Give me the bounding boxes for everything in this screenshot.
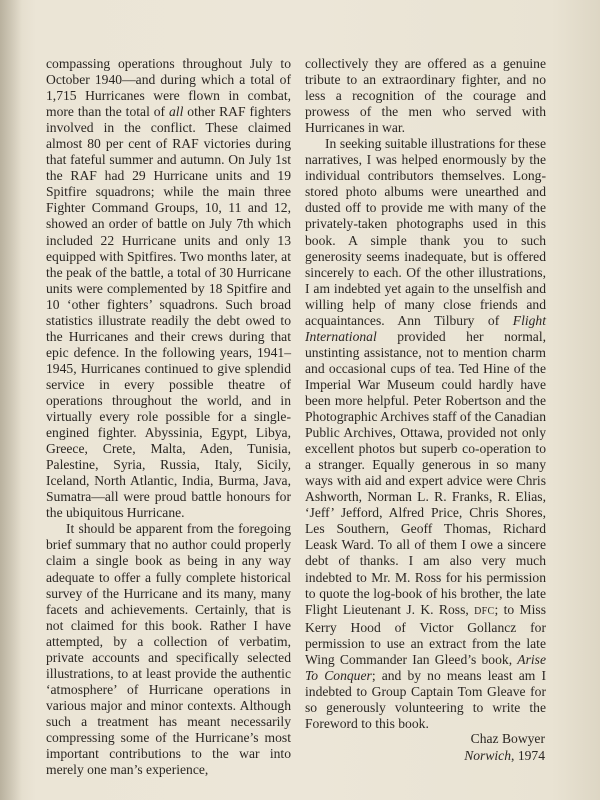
- right-paragraph-1: collectively they are offered as a genuine tribute to an extraordinary fighter, and no less a recognition of the courage and prowess of the men who served with Hurricanes in war.: [305, 56, 546, 136]
- right-paragraph-2: In seeking suitable illustrations for these narratives, I was helped enormously by the individual contributors themselves. Long-stored photo albums were unearthed and dusted off to provide me with many of the privately-taken photographs used in this book. A simple thank you to such generosity seems inadequate, but is offered sincerely to each. Of the other illustrations, I am indebted yet again to the unselfish and willing help of many close friends and acquaintances. Ann Tilbury of Flight International provided her normal, unstinting assistance, not to mention charm and occasional cups of tea. Ted Hine of the Imperial War Museum could hardly have been more helpful. Peter Robertson and the Photographic Archives staff of the Canadian Public Archives, Ottawa, provided not only excellent photos but superb co-operation to a stranger. Equally generous in so many ways with aid and expert advice were Chris Ashworth, Norman L. R. Franks, R. Elias, ‘Jeff’ Jefford, Alfred Price, Chris Shores, Les Southern, Geoff Thomas, Richard Leask Ward. To all of them I owe a sincere debt of thanks. I am also very much indebted to Mr. M. Ross for his permission to quote the log-book of his brother, the late Flight Lieutenant J. K. Ross, DFC; to Miss Kerry Hood of Victor Gollancz for permission to use an extract from the late Wing Commander Ian Gleed’s book, Arise To Conquer; and by no means least am I indebted to Group Captain Tom Gleave for so generously volunteering to write the Foreword to this book.: [305, 136, 546, 731]
- left-paragraph-1: compassing operations throughout July to October 1940—and during which a total of 1,715 Hurricanes were flown in combat, more than the total of all other RAF fighters involved in the conflict. These claimed almost 80 per cent of RAF victories during that fateful summer and autumn. On July 1st the RAF had 29 Hurricane units and 19 Spitfire squadrons; while the main three Fighter Command Groups, 10, 11 and 12, showed an order of battle on July 7th which included 22 Hurricane units and only 13 equipped with Spitfires. Two months later, at the peak of the battle, a total of 30 Hurricane units were complemented by 18 Spitfire and 10 ‘other fighters’ squadrons. Such broad statistics illustrate readily the debt owed to the Hurricanes and their crews during that epic defence. In the following years, 1941–1945, Hurricanes continued to give splendid service in every possible theatre of operations throughout the world, and in virtually every role possible for a single-engined fighter. Abyssinia, Egypt, Libya, Greece, Crete, Malta, Aden, Tunisia, Palestine, Syria, Russia, Italy, Sicily, Iceland, North Atlantic, India, Burma, Java, Sumatra—all were proud battle honours for the ubiquitous Hurricane.: [46, 56, 291, 521]
- right-column: [305, 56, 546, 732]
- honour-abbreviation: DFC: [474, 605, 495, 617]
- publication-name: Flight International: [305, 312, 546, 344]
- page-spine-shadow: [0, 0, 22, 800]
- author-name: Chaz Bowyer: [470, 731, 545, 746]
- author-signature: [464, 730, 545, 764]
- emphasis-all: all: [169, 104, 184, 120]
- left-paragraph-2: It should be apparent from the foregoing brief summary that no author could properly claim a single book as being in any way adequate to offer a fully complete historical survey of the Hurricane and its many, many facets and achievements. Certainly, that is not claimed for this book. Rather I have attempted, by a collection of verbatim, private accounts and specifically selected illustrations, to at least provide the authentic ‘atmosphere’ of Hurricane operations in various major and minor contexts. Although such a treatment has meant necessarily compressing some of the Hurricane’s most important contributions to the war into merely one man’s experience,: [46, 521, 291, 778]
- place-date: Norwich, 1974: [464, 748, 545, 763]
- left-column: [46, 56, 291, 778]
- book-title: Arise To Conquer: [305, 651, 546, 683]
